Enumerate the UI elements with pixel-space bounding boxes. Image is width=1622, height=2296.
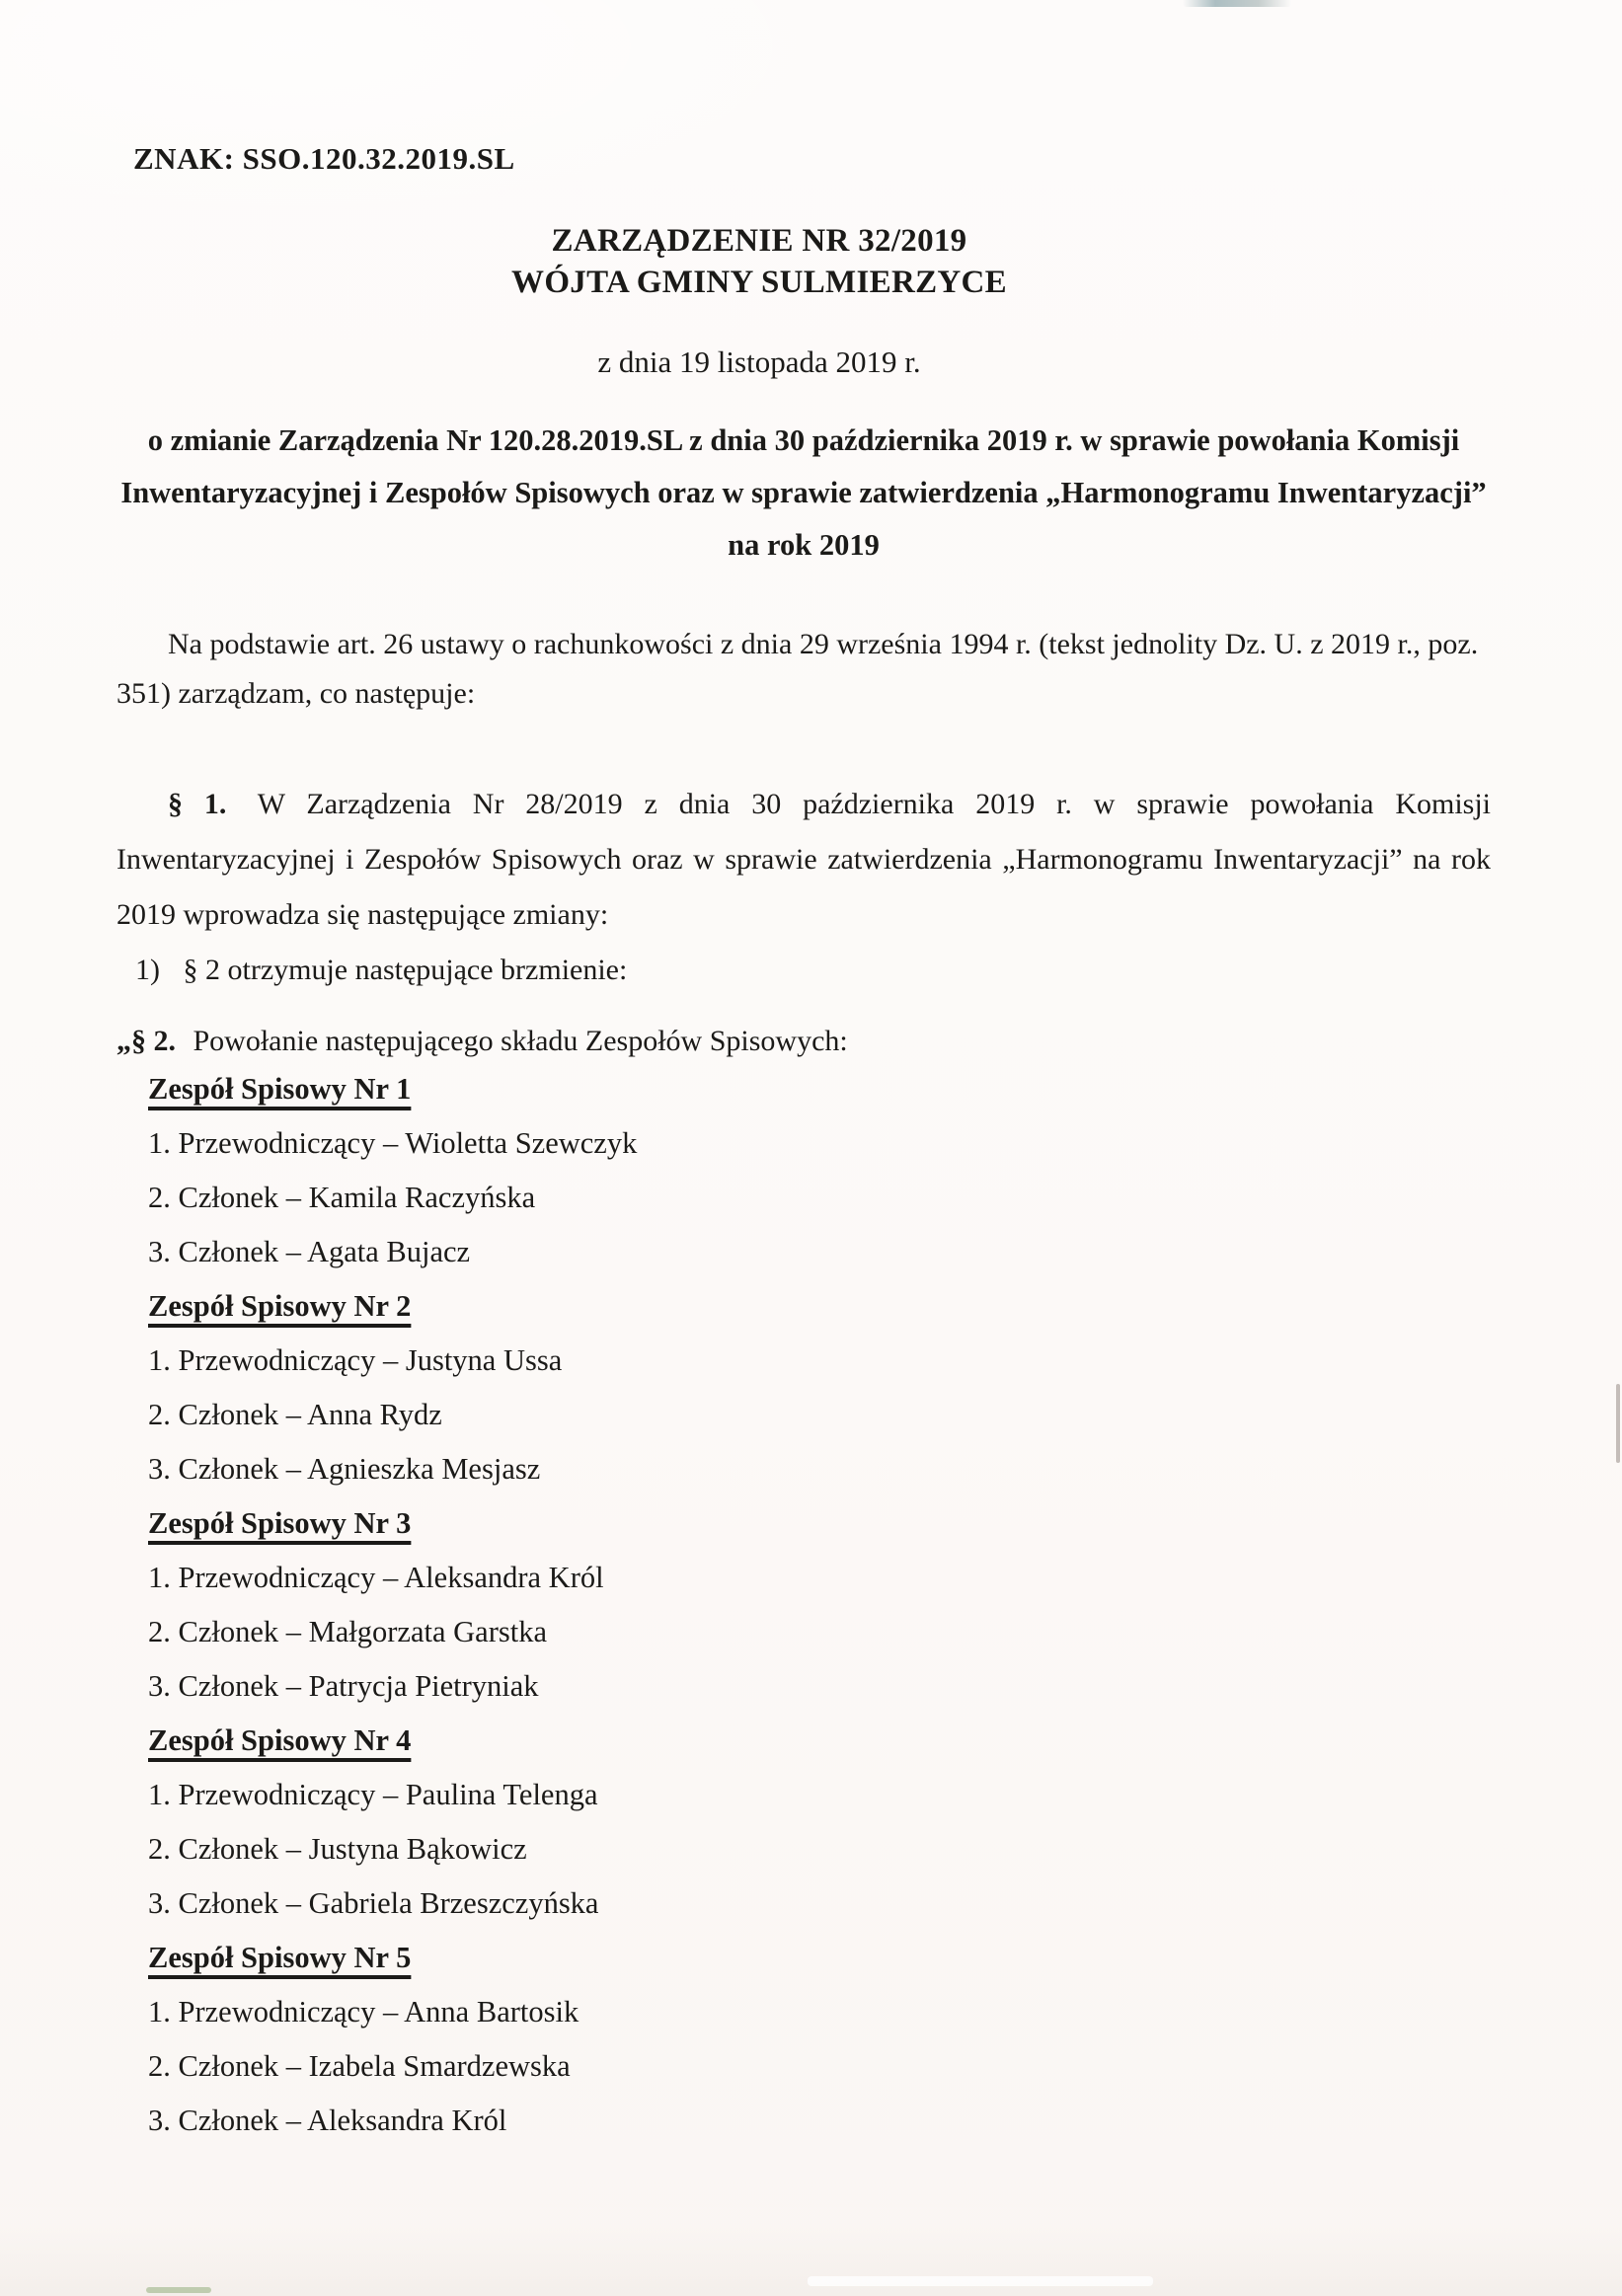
amendment-item-1-text: § 2 otrzymuje następujące brzmienie:	[183, 954, 628, 986]
amendment-item-1-number: 1)	[135, 954, 160, 986]
ordinance-subject: o zmianie Zarządzenia Nr 120.28.2019.SL z dnia 30 października 2019 r. w sprawie powołania Komisji Inwentaryzacyjnej i Zespołów Spisowych oraz w sprawie zatwierdzenia „Harmonogramu Inwentaryzacji” na rok 2019	[120, 423, 1487, 562]
team-2-heading: Zespół Spisowy Nr 2	[148, 1289, 412, 1323]
issuer-name: WÓJTA GMINY SULMIERZYCE	[511, 265, 1007, 300]
team-5-member: 2. Członek – Izabela Smardzewska	[148, 2049, 571, 2083]
scan-artifact-top-smudge	[1183, 0, 1291, 7]
team-4-member: 1. Przewodniczący – Paulina Telenga	[148, 1778, 598, 1811]
team-2-member: 3. Członek – Agnieszka Mesjasz	[148, 1452, 541, 1486]
amendment-item-1	[135, 943, 627, 998]
team-5-heading: Zespół Spisowy Nr 5	[148, 1941, 412, 1974]
team-1-member: 1. Przewodniczący – Wioletta Szewczyk	[148, 1126, 638, 1160]
team-4-member: 2. Członek – Justyna Bąkowicz	[148, 1832, 527, 1866]
scan-artifact-right-edge-line	[1616, 1384, 1620, 1463]
paragraph-2-symbol: „§ 2.	[116, 1025, 176, 1057]
team-1-member: 2. Członek – Kamila Raczyńska	[148, 1181, 536, 1214]
team-3-member: 1. Przewodniczący – Aleksandra Król	[148, 1561, 604, 1594]
paragraph-1	[116, 777, 1491, 943]
reference-number: ZNAK: SSO.120.32.2019.SL	[133, 141, 515, 176]
team-1-heading: Zespół Spisowy Nr 1	[148, 1072, 412, 1106]
team-3-member: 2. Członek – Małgorzata Garstka	[148, 1615, 547, 1648]
paragraph-1-symbol: § 1.	[168, 788, 227, 820]
scan-artifact-bottom-smudge	[146, 2287, 211, 2293]
team-3-member: 3. Członek – Patrycja Pietryniak	[148, 1669, 539, 1703]
team-5-member: 3. Członek – Aleksandra Król	[148, 2104, 507, 2137]
team-5-member: 1. Przewodniczący – Anna Bartosik	[148, 1995, 579, 2028]
paragraph-2-intro	[116, 1014, 848, 1069]
scan-artifact-bottom-strip	[808, 2276, 1153, 2286]
inventory-teams-list	[148, 1062, 1234, 2148]
legal-basis-paragraph: Na podstawie art. 26 ustawy o rachunkowości z dnia 29 września 1994 r. (tekst jednolity Dz. U. z 2019 r., poz. 351) zarządzam, co następuje:	[116, 628, 1479, 710]
scan-shadow-bottom	[0, 2223, 1622, 2296]
team-4-member: 3. Członek – Gabriela Brzeszczyńska	[148, 1886, 599, 1920]
team-2-member: 1. Przewodniczący – Justyna Ussa	[148, 1343, 563, 1377]
team-3-heading: Zespół Spisowy Nr 3	[148, 1506, 412, 1540]
ordinance-title: ZARZĄDZENIE NR 32/2019	[551, 223, 967, 259]
paragraph-2-text: Powołanie następującego składu Zespołów Spisowych:	[193, 1025, 848, 1057]
paragraph-1-text: W Zarządzenia Nr 28/2019 z dnia 30 października 2019 r. w sprawie powołania Komisji Inwentaryzacyjnej i Zespołów Spisowych oraz w sprawie zatwierdzenia „Harmonogramu Inwentaryzacji” na rok 2019 wprowadza się następujące zmiany:	[116, 788, 1492, 931]
ordinance-date: z dnia 19 listopada 2019 r.	[597, 344, 921, 379]
team-2-member: 2. Członek – Anna Rydz	[148, 1398, 442, 1431]
team-4-heading: Zespół Spisowy Nr 4	[148, 1723, 412, 1757]
team-1-member: 3. Członek – Agata Bujacz	[148, 1235, 471, 1268]
